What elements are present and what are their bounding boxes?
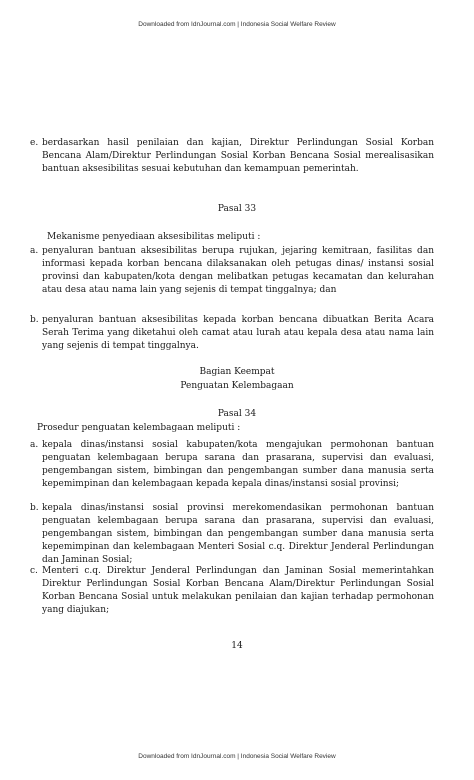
download-footer: Downloaded from IdnJournal.com | Indonesia Social Welfare Review	[138, 753, 336, 760]
list-item-text: penyaluran bantuan aksesibilitas kepada korban bencana dibuatkan Berita Acara Serah Terima yang diketahui oleh camat atau lurah atau kepala desa atau nama lain yang sejenis di tempat tinggalnya.	[42, 315, 434, 351]
list-item-34a	[30, 439, 434, 491]
list-marker: b.	[30, 315, 39, 325]
list-item-33b	[30, 314, 434, 353]
list-item-text: penyaluran bantuan aksesibilitas berupa rujukan, jejaring kemitraan, fasilitas dan informasi kepada korban bencana dilaksanakan oleh petugas dinas/ instansi sosial provinsi dan kabupaten/kota dengan melibatkan petugas kecamatan dan kelurahan atau desa atau nama lain yang sejenis di tempat tinggalnya; dan	[42, 246, 434, 295]
pasal-34-title: Pasal 34	[217, 409, 257, 419]
list-item-text: Menteri c.q. Direktur Jenderal Perlindungan dan Jaminan Sosial memerintahkan Direktur Perlindungan Sosial Korban Bencana Alam/Direktur Perlindungan Sosial Korban Bencana Sosial untuk melakukan penilaian dan kajian terhadap permohonan yang diajukan;	[42, 566, 434, 615]
list-item-34b	[30, 502, 434, 567]
list-item-e	[30, 137, 434, 176]
pasal-34-intro: Prosedur penguatan kelembagaan meliputi :	[37, 423, 241, 433]
list-item-34c	[30, 565, 434, 617]
page-number: 14	[231, 641, 243, 651]
list-item-text: berdasarkan hasil penilaian dan kajian, Direktur Perlindungan Sosial Korban Bencana Alam/Direktur Perlindungan Sosial Korban Bencana Sosial merealisasikan bantuan aksesibilitas sesuai kebutuhan dan kemampuan pemerintah.	[42, 138, 434, 174]
list-item-text: kepala dinas/instansi sosial kabupaten/kota mengajukan permohonan bantuan penguatan kelembagaan berupa sarana dan prasarana, supervisi dan evaluasi, pengembangan sistem, bimbingan dan pengembangan sumber dana manusia serta kepemimpinan dan kelembagaan kepada kepala dinas/instansi sosial provinsi;	[42, 440, 434, 489]
list-marker: a.	[30, 440, 39, 450]
list-marker: b.	[30, 503, 39, 513]
list-marker: e.	[30, 138, 39, 148]
bagian-title: Bagian Keempat	[199, 367, 275, 377]
list-marker: c.	[30, 566, 38, 576]
list-marker: a.	[30, 246, 39, 256]
list-item-text: kepala dinas/instansi sosial provinsi merekomendasikan permohonan bantuan penguatan kelembagaan berupa sarana dan prasarana, supervisi dan evaluasi, pengembangan sistem, bimbingan dan pengembangan sumber dana manusia serta kepemimpinan dan kelembagaan Menteri Sosial c.q. Direktur Jenderal Perlindungan dan Jaminan Sosial;	[42, 503, 434, 565]
download-header: Downloaded from IdnJournal.com | Indonesia Social Welfare Review	[138, 21, 336, 28]
bagian-subtitle: Penguatan Kelembagaan	[180, 381, 294, 391]
pasal-33-intro: Mekanisme penyediaan aksesibilitas meliputi :	[47, 232, 261, 242]
pasal-33-title: Pasal 33	[217, 204, 257, 214]
list-item-33a	[30, 245, 434, 297]
